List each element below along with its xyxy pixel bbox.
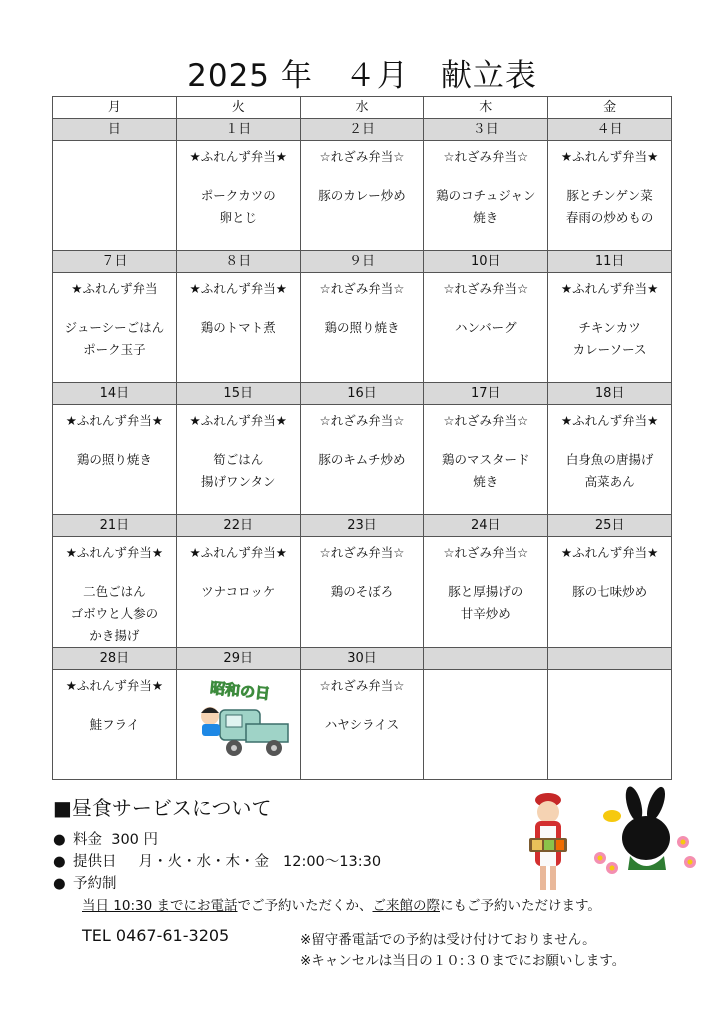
date-cell: ９日: [300, 251, 424, 273]
menu-cell: [548, 141, 672, 251]
menu-cell: [548, 537, 672, 648]
menu-line: ポーク玉子: [83, 342, 146, 357]
menu-item: [548, 317, 671, 361]
menu-cell: [53, 273, 177, 383]
bento-type-label: ★ふれんず弁当: [71, 281, 158, 296]
bento-type-label: ☆れざみ弁当☆: [443, 413, 529, 428]
menu-cell: [53, 537, 177, 648]
weekday-thu: 木: [424, 97, 548, 119]
weekday-header-row: [53, 97, 672, 119]
menu-row: [53, 405, 672, 515]
menu-item: [424, 449, 547, 493]
date-cell: 25日: [548, 515, 672, 537]
menu-row: [53, 273, 672, 383]
menu-line: 甘辛炒め: [460, 606, 511, 621]
menu-item: [548, 185, 671, 229]
menu-line: 豚と厚揚げの: [448, 584, 524, 599]
weekday-wed: 水: [300, 97, 424, 119]
bento-type-label: ★ふれんず弁当★: [189, 413, 287, 428]
menu-line: ツナコロッケ: [201, 584, 276, 599]
menu-line: 鮭フライ: [89, 717, 140, 732]
date-row: [53, 383, 672, 405]
date-cell: 23日: [300, 515, 424, 537]
price-label: 料金: [73, 832, 102, 848]
menu-line: 鶏のコチュジャン: [436, 188, 536, 203]
menu-item: [53, 581, 176, 647]
weekday-fri: 金: [548, 97, 672, 119]
menu-line: 焼き: [473, 474, 499, 489]
menu-cell: [300, 670, 424, 780]
date-cell: 14日: [53, 383, 177, 405]
menu-cell: [176, 273, 300, 383]
menu-line: 鶏のそぼろ: [330, 584, 394, 599]
menu-cell: [548, 405, 672, 515]
bento-type-label: ☆れざみ弁当☆: [443, 281, 529, 296]
bento-type-label: ★ふれんず弁当★: [189, 149, 287, 164]
price-line: [53, 828, 158, 849]
date-cell: [548, 648, 672, 670]
date-cell: ３日: [424, 119, 548, 141]
reserve-phone-text: 当日 10:30 までにお電話: [82, 898, 238, 914]
date-cell: ４日: [548, 119, 672, 141]
menu-line: ポークカツの: [200, 188, 276, 203]
hours-value: 12:00～13:30: [283, 854, 382, 870]
bento-type-label: ☆れざみ弁当☆: [319, 281, 405, 296]
weekday-tue: 火: [176, 97, 300, 119]
menu-cell: [300, 405, 424, 515]
rabbit-illustration: [590, 786, 700, 886]
tel-number: TEL 0467-61-3205: [82, 926, 230, 945]
date-row: [53, 648, 672, 670]
menu-item: [177, 185, 300, 229]
menu-cell: [53, 141, 177, 251]
menu-cell: [424, 141, 548, 251]
days-label: 提供日: [73, 854, 117, 870]
menu-cell: [424, 273, 548, 383]
chef-girl-illustration: [523, 790, 573, 894]
menu-line: 鶏のマスタード: [442, 452, 530, 467]
days-value: 月・火・水・木・金: [138, 854, 269, 870]
reserve-text-1: でご予約いただくか、: [237, 898, 373, 914]
menu-item: [53, 317, 176, 361]
menu-row: [53, 537, 672, 648]
menu-line: 鶏の照り焼き: [76, 452, 152, 467]
menu-cell: [176, 537, 300, 648]
menu-calendar: [52, 96, 672, 780]
bullet-icon: ●: [53, 876, 66, 892]
menu-item: [424, 185, 547, 229]
date-row: [53, 119, 672, 141]
menu-cell: [176, 141, 300, 251]
bento-type-label: ★ふれんず弁当★: [189, 545, 287, 560]
menu-item: [53, 714, 176, 736]
weekday-mon: 月: [53, 97, 177, 119]
menu-line: 鶏の照り焼き: [324, 320, 400, 335]
bento-type-label: ★ふれんず弁当★: [189, 281, 287, 296]
menu-line: 二色ごはん: [83, 584, 146, 599]
bento-type-label: ★ふれんず弁当★: [65, 545, 164, 560]
page-title: 2025 年 ４月 献立表: [187, 58, 537, 94]
menu-cell: [300, 537, 424, 648]
menu-cell: [53, 670, 177, 780]
menu-line: 高菜あん: [584, 474, 635, 489]
menu-item: [301, 581, 424, 603]
menu-cell: [548, 273, 672, 383]
menu-item: [301, 317, 424, 339]
bento-type-label: ☆れざみ弁当☆: [443, 545, 529, 560]
menu-line: 豚のキムチ炒め: [318, 452, 406, 467]
date-cell: 21日: [53, 515, 177, 537]
menu-item: [177, 449, 300, 493]
date-cell: 18日: [548, 383, 672, 405]
menu-line: 焼き: [473, 210, 499, 225]
date-cell: １日: [176, 119, 300, 141]
bento-type-label: ★ふれんず弁当★: [560, 281, 659, 296]
menu-cell: [424, 670, 548, 780]
bento-type-label: ☆れざみ弁当☆: [319, 413, 405, 428]
date-row: [53, 515, 672, 537]
menu-line: ハンバーグ: [454, 320, 517, 335]
reserve-label: 予約制: [73, 876, 117, 892]
date-row: [53, 251, 672, 273]
bento-type-label: ★ふれんず弁当★: [560, 149, 659, 164]
showa-day-truck-illustration: [182, 676, 294, 774]
date-cell: 日: [53, 119, 177, 141]
bento-type-label: ☆れざみ弁当☆: [319, 545, 405, 560]
menu-line: 鶏のトマト煮: [200, 320, 276, 335]
menu-item: [548, 449, 671, 493]
menu-item: [53, 449, 176, 471]
date-cell: 24日: [424, 515, 548, 537]
date-cell: 16日: [300, 383, 424, 405]
menu-item: [177, 581, 300, 603]
menu-cell: [176, 670, 300, 780]
date-cell: 28日: [53, 648, 177, 670]
reserve-line: [53, 872, 117, 893]
menu-line: 豚の七味炒め: [572, 584, 648, 599]
menu-cell: [424, 537, 548, 648]
bento-type-label: ☆れざみ弁当☆: [319, 149, 405, 164]
date-cell: 15日: [176, 383, 300, 405]
bento-type-label: ☆れざみ弁当☆: [319, 678, 405, 693]
menu-line: かき揚げ: [89, 628, 140, 643]
reserve-visit-text: ご来館の際: [372, 898, 440, 914]
bento-type-label: ★ふれんず弁当★: [560, 545, 659, 560]
reserve-text-2: にもご予約いただけます。: [440, 898, 601, 914]
days-line: [53, 850, 381, 871]
menu-line: ゴボウと人参の: [70, 606, 159, 621]
menu-item: [301, 714, 424, 736]
menu-line: チキンカツ: [578, 320, 641, 335]
bullet-icon: ●: [53, 854, 66, 870]
menu-cell: [300, 141, 424, 251]
menu-line: 豚のカレー炒め: [318, 188, 406, 203]
menu-row: [53, 141, 672, 251]
date-cell: 30日: [300, 648, 424, 670]
menu-cell: [176, 405, 300, 515]
menu-line: 豚とチンゲン菜: [566, 188, 653, 203]
menu-cell: [300, 273, 424, 383]
bento-type-label: ☆れざみ弁当☆: [443, 149, 529, 164]
date-cell: 29日: [176, 648, 300, 670]
date-cell: 22日: [176, 515, 300, 537]
date-cell: 17日: [424, 383, 548, 405]
showa-day-text: 昭和の日: [209, 678, 272, 704]
bento-type-label: ★ふれんず弁当★: [65, 678, 164, 693]
reserve-detail: [82, 894, 601, 914]
bullet-icon: ●: [53, 832, 66, 848]
menu-line: 白身魚の唐揚げ: [565, 452, 654, 467]
menu-item: [424, 581, 547, 625]
menu-cell: [548, 670, 672, 780]
service-heading: ■昼食サービスについて: [53, 796, 272, 820]
date-cell: 11日: [548, 251, 672, 273]
date-cell: ２日: [300, 119, 424, 141]
note-cancel: ※キャンセルは当日の１０:３０までにお願いします。: [300, 953, 626, 969]
menu-line: 春雨の炒めもの: [565, 210, 654, 225]
menu-item: [177, 317, 300, 339]
date-cell: [424, 648, 548, 670]
menu-line: ジューシーごはん: [64, 320, 165, 335]
menu-cell: [53, 405, 177, 515]
menu-item: [548, 581, 671, 603]
date-cell: ７日: [53, 251, 177, 273]
note-answering-machine: ※留守番電話での予約は受け付けておりません。: [300, 932, 596, 948]
menu-line: 揚げワンタン: [200, 474, 276, 489]
menu-line: カレーソース: [572, 342, 647, 357]
price-value: 300 円: [111, 832, 159, 848]
bento-type-label: ★ふれんず弁当★: [560, 413, 659, 428]
menu-cell: [424, 405, 548, 515]
menu-line: 筍ごはん: [213, 452, 264, 467]
date-cell: 10日: [424, 251, 548, 273]
date-cell: ８日: [176, 251, 300, 273]
bento-type-label: ★ふれんず弁当★: [65, 413, 164, 428]
menu-line: ハヤシライス: [324, 717, 400, 732]
menu-item: [301, 185, 424, 207]
menu-item: [301, 449, 424, 471]
menu-line: 卵とじ: [219, 210, 257, 225]
menu-item: [424, 317, 547, 339]
menu-row: [53, 670, 672, 780]
